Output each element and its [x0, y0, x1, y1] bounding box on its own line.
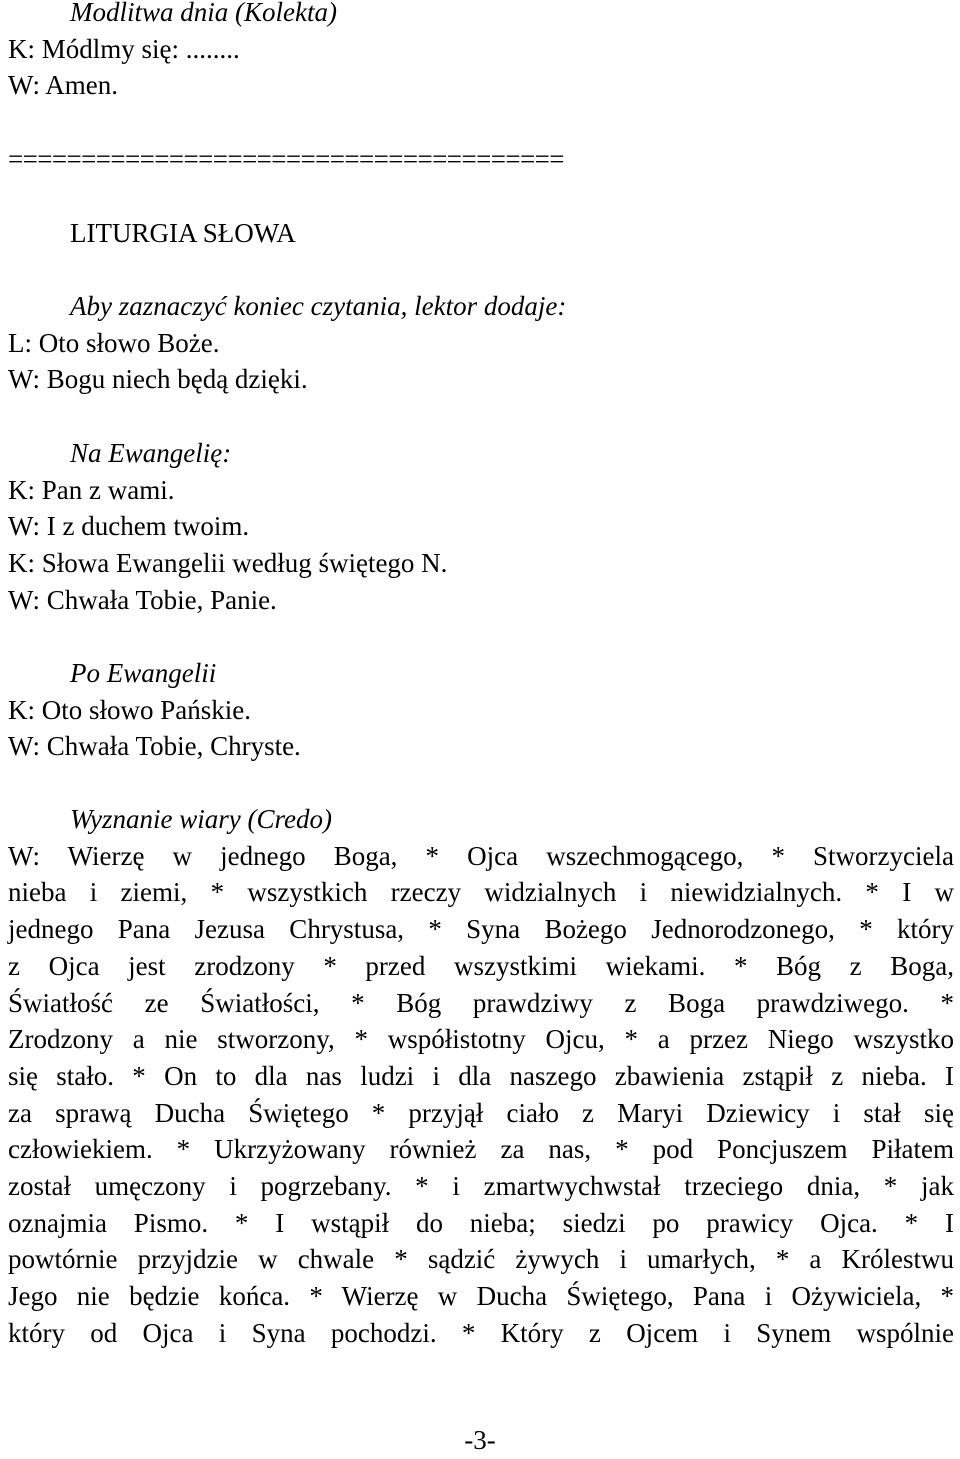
credo-line: oznajmia Pismo. * I wstąpił do nieba; siedzi po prawicy Ojca. * I: [8, 1207, 954, 1238]
after-gospel-line: K: Oto słowo Pańskie.: [8, 694, 251, 725]
credo-line: jednego Pana Jezusa Chrystusa, * Syna Bożego Jednorodzonego, * który: [8, 914, 954, 945]
after-gospel-heading: Po Ewangelii: [70, 658, 217, 688]
page-number: -3-: [464, 1425, 496, 1455]
gospel-section: [8, 435, 954, 619]
credo-line: człowiekiem. * Ukrzyżowany również za nas, * pod Poncjuszem Piłatem: [8, 1134, 954, 1165]
credo-heading: Wyznanie wiary (Credo): [70, 804, 332, 834]
credo-line: z Ojca jest zrodzony * przed wszystkimi wiekami. * Bóg z Boga,: [8, 950, 954, 981]
credo-line: Światłość ze Światłości, * Bóg prawdziwy z Boga prawdziwego. *: [8, 987, 954, 1018]
collect-line: W: Amen.: [8, 70, 118, 101]
collect-line: K: Módlmy się: ........: [8, 33, 240, 64]
credo-line: Jego nie będzie końca. * Wierzę w Ducha Świętego, Pana i Ożywiciela, *: [8, 1281, 954, 1312]
gospel-line: K: Słowa Ewangelii według świętego N.: [8, 548, 448, 579]
gospel-heading: Na Ewangelię:: [70, 438, 232, 468]
credo-line: za sprawą Ducha Świętego * przyjął ciało z Maryi Dziewicy i stał się: [8, 1097, 954, 1128]
separator-line: ======================================: [8, 144, 564, 174]
reading-instruction: Aby zaznaczyć koniec czytania, lektor dodaje:: [70, 291, 567, 321]
collect-section: [8, 0, 954, 104]
collect-heading: Modlitwa dnia (Kolekta): [70, 0, 337, 27]
credo-line: W: Wierzę w jednego Boga, * Ojca wszechmogącego, * Stworzyciela: [8, 840, 954, 871]
reading-line: L: Oto słowo Boże.: [8, 327, 220, 358]
gospel-line: W: Chwała Tobie, Panie.: [8, 584, 277, 615]
after-gospel-section: [8, 655, 954, 765]
credo-line: został umęczony i pogrzebany. * i zmartwychwstał trzeciego dnia, * jak: [8, 1171, 954, 1202]
credo-line: który od Ojca i Syna pochodzi. * Który z Ojcem i Synem wspólnie: [8, 1317, 954, 1348]
credo-line: się stało. * On to dla nas ludzi i dla naszego zbawienia zstąpił z nieba. I: [8, 1060, 954, 1091]
reading-section: [8, 288, 954, 398]
credo-line: powtórnie przyjdzie w chwale * sądzić żywych i umarłych, * a Królestwu: [8, 1244, 954, 1275]
credo-line: nieba i ziemi, * wszystkich rzeczy widzialnych i niewidzialnych. * I w: [8, 877, 954, 908]
liturgy-heading: LITURGIA SŁOWA: [70, 218, 296, 248]
after-gospel-line: W: Chwała Tobie, Chryste.: [8, 731, 301, 762]
credo-line: Zrodzony a nie stworzony, * współistotny Ojcu, * a przez Niego wszystko: [8, 1024, 954, 1055]
credo-section: [8, 801, 954, 1352]
gospel-line: W: I z duchem twoim.: [8, 511, 250, 542]
reading-line: W: Bogu niech będą dzięki.: [8, 364, 308, 395]
gospel-line: K: Pan z wami.: [8, 474, 175, 505]
